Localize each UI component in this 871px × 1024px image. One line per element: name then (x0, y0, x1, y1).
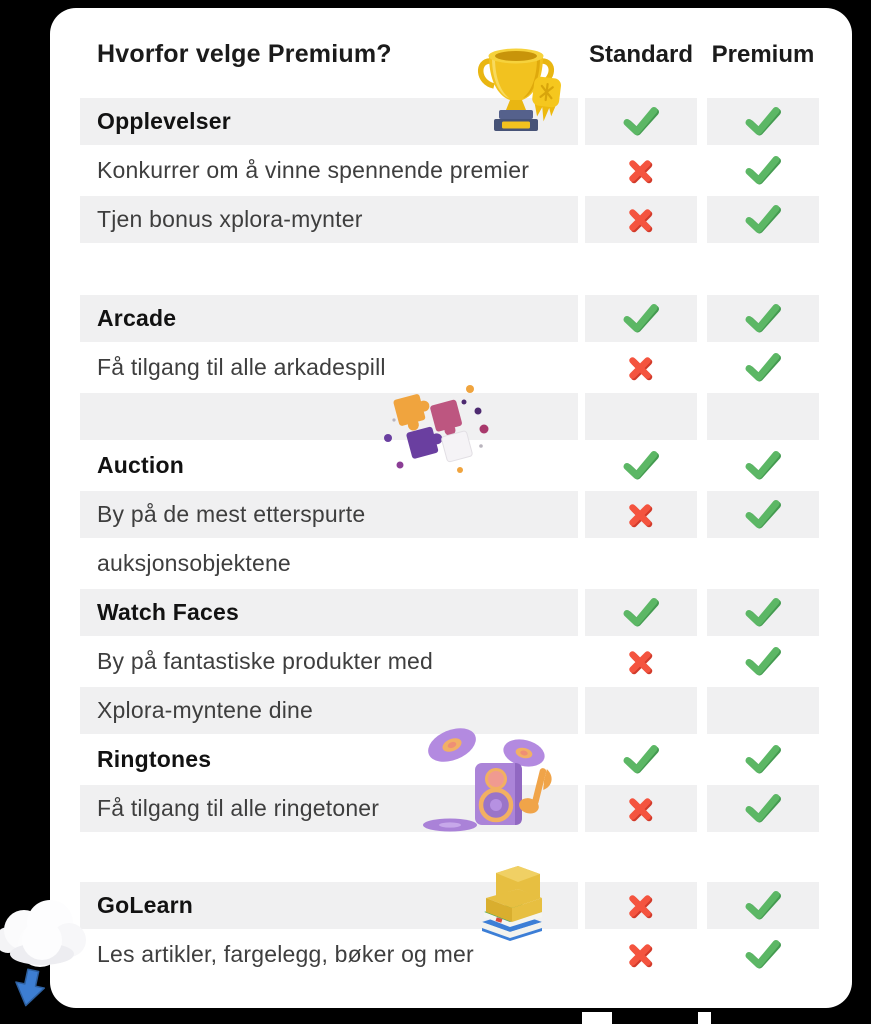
comparison-table (80, 98, 819, 978)
standard-cell (585, 98, 697, 145)
section-gap (80, 834, 819, 880)
row-label: Watch Faces (80, 589, 578, 636)
standard-cell (585, 491, 697, 538)
table-row (80, 540, 819, 587)
check-icon (621, 303, 661, 335)
cross-icon (625, 890, 657, 922)
check-icon (621, 450, 661, 482)
premium-cell (707, 442, 819, 489)
standard-cell (585, 589, 697, 636)
check-icon (743, 597, 783, 629)
table-row (80, 98, 819, 145)
offscreen-content-sliver (582, 1012, 612, 1024)
table-row (80, 589, 819, 636)
table-row (80, 442, 819, 489)
table-row (80, 736, 819, 783)
premium-cell (707, 931, 819, 978)
cross-icon (625, 155, 657, 187)
table-row (80, 196, 819, 243)
row-label: Xplora-myntene dine (80, 687, 578, 734)
row-label: auksjonsobjektene (97, 550, 291, 576)
check-icon (621, 744, 661, 776)
table-row (80, 785, 819, 832)
standard-cell (585, 442, 697, 489)
table-row (80, 687, 819, 734)
row-label (80, 393, 578, 440)
check-icon (621, 597, 661, 629)
row-label: By på de mest etterspurte (80, 491, 578, 538)
table-row (80, 491, 819, 538)
premium-cell (707, 196, 819, 243)
table-row (80, 882, 819, 929)
table-row (80, 344, 819, 391)
check-icon (743, 450, 783, 482)
page-title: Hvorfor velge Premium? (97, 40, 392, 68)
table-row (80, 295, 819, 342)
check-icon (743, 499, 783, 531)
check-icon (743, 106, 783, 138)
row-label: Opplevelser (80, 98, 578, 145)
premium-cell (707, 638, 819, 685)
check-icon (743, 646, 783, 678)
table-header (50, 8, 852, 98)
column-header-premium: Premium (711, 41, 815, 68)
row-label: Få tilgang til alle ringetoner (80, 785, 578, 832)
check-icon (743, 744, 783, 776)
row-label: Få tilgang til alle arkadespill (97, 354, 386, 380)
standard-cell (585, 638, 697, 685)
table-row (80, 638, 819, 685)
row-label: GoLearn (80, 882, 578, 929)
check-icon (743, 890, 783, 922)
standard-cell (585, 785, 697, 832)
table-row (80, 931, 819, 978)
standard-cell (585, 147, 697, 194)
check-icon (743, 155, 783, 187)
check-icon (743, 204, 783, 236)
standard-cell (585, 344, 697, 391)
row-label: Ringtones (97, 746, 212, 772)
standard-cell (585, 882, 697, 929)
cross-icon (625, 204, 657, 236)
cross-icon (625, 793, 657, 825)
standard-cell (585, 295, 697, 342)
premium-cell (707, 491, 819, 538)
premium-cell (707, 295, 819, 342)
standard-cell (585, 393, 697, 440)
column-header-standard: Standard (588, 41, 693, 68)
cross-icon (625, 939, 657, 971)
standard-cell (585, 931, 697, 978)
cross-icon (625, 352, 657, 384)
standard-cell (585, 687, 697, 734)
row-label: Arcade (80, 295, 578, 342)
standard-cell (585, 196, 697, 243)
table-row (80, 393, 819, 440)
check-icon (743, 793, 783, 825)
premium-cell (707, 540, 819, 587)
check-icon (743, 352, 783, 384)
cross-icon (625, 646, 657, 678)
premium-cell (707, 393, 819, 440)
row-label: Konkurrer om å vinne spennende premier (97, 157, 530, 183)
standard-cell (585, 736, 697, 783)
row-label: Auction (97, 452, 184, 478)
check-icon (743, 303, 783, 335)
row-label: Tjen bonus xplora-mynter (80, 196, 578, 243)
premium-cell (707, 687, 819, 734)
check-icon (621, 106, 661, 138)
offscreen-content-sliver (698, 1012, 711, 1024)
premium-cell (707, 589, 819, 636)
cross-icon (625, 499, 657, 531)
row-label: By på fantastiske produkter med (97, 648, 434, 674)
premium-cell (707, 344, 819, 391)
standard-cell (585, 540, 697, 587)
comparison-card (50, 8, 852, 1008)
premium-cell (707, 736, 819, 783)
premium-cell (707, 98, 819, 145)
check-icon (743, 939, 783, 971)
premium-cell (707, 147, 819, 194)
section-gap (80, 245, 819, 293)
premium-cell (707, 785, 819, 832)
table-row (80, 147, 819, 194)
premium-cell (707, 882, 819, 929)
row-label: Les artikler, fargelegg, bøker og mer (97, 941, 474, 967)
